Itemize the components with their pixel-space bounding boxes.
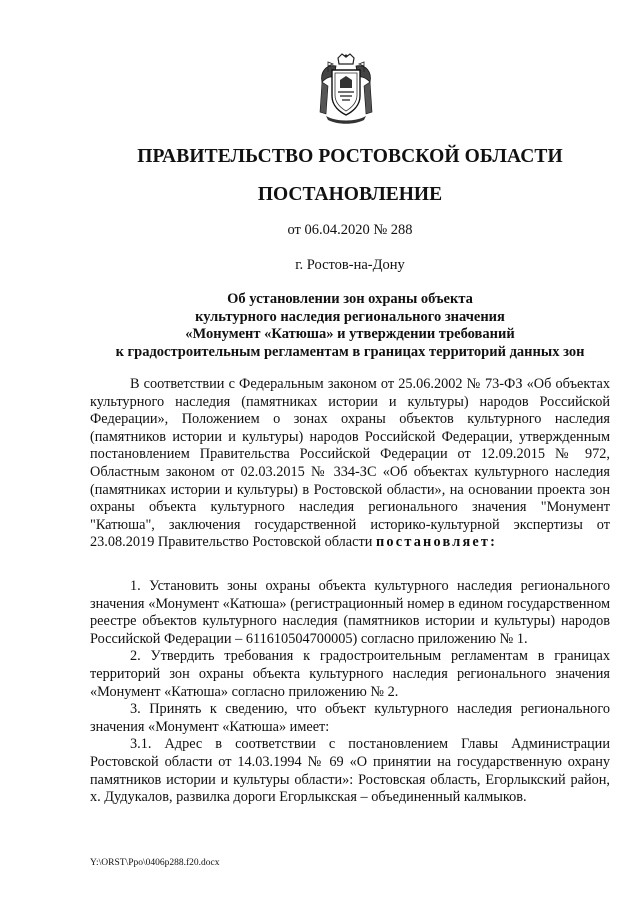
document-place: г. Ростов-на-Дону (295, 257, 405, 273)
preamble-text: В соответствии с Федеральным законом от 25.06.2002 № 73-ФЗ «Об объектах культурного наследия (памятниках истории и культуры) народов Российской Федерации», Положением о зонах охраны объектов культурного наследия (памятников истории и культуры) народов Российской Федерации, утвержденным постановлением Правительства Российской Федерации от 12.09.2015 № 972, Областным законом от 02.03.2015 № 334-ЗС «Об объектах культурного наследия (памятниках истории и культуры) в Ростовской области», на основании проекта зон охраны объекта культурного наследия регионального значения "Монумент "Катюша", заключения государственной историко-культурной экспертизы от 23.08.2019 Правительство Ростовской области (90, 376, 610, 551)
decree-item: 3.1. Адрес в соответствии с постановлением Главы Администрации Ростовской области от 14.03.1994 № 69 «О принятии на государственную охрану памятников истории и культуры области»: Ростовская область, Егорлыкский район, х. Дудукалов, развилка дороги Егорлыкская – объединенный калмыков. (90, 736, 610, 806)
decree-item: 1. Установить зоны охраны объекта культурного наследия регионального значения «Монумент «Катюша» (регистрационный номер в едином государственном реестре объектов культурного наследия (памятников истории и культуры) народов Российской Федерации – 611610504700005) согласно приложению № 1. (90, 578, 610, 647)
coat-of-arms-icon (316, 52, 376, 126)
footer-file-path: Y:\ORST\Ppo\0406p288.f20.docx (90, 858, 220, 868)
subject-line: «Монумент «Катюша» и утверждении требований (185, 326, 515, 342)
government-title: ПРАВИТЕЛЬСТВО РОСТОВСКОЙ ОБЛАСТИ (137, 146, 563, 167)
decree-items (90, 578, 610, 807)
decree-item: 3. Принять к сведению, что объект культурного наследия регионального значения «Монумент «Катюша» имеет: (90, 701, 610, 735)
subject-line: к градостроительным регламентам в границах территорий данных зон (115, 343, 585, 360)
preamble-paragraph (90, 376, 610, 552)
document-subject (90, 291, 610, 361)
decree-word: постановляет: (375, 534, 498, 551)
subject-line: культурного наследия регионального значения (195, 308, 505, 325)
document-date-number: от 06.04.2020 № 288 (287, 222, 413, 238)
document-type: ПОСТАНОВЛЕНИЕ (257, 184, 443, 205)
subject-line: Об установлении зон охраны объекта (227, 291, 473, 307)
decree-item: 2. Утвердить требования к градостроительным регламентам в границах территорий зон охраны объекта культурного наследия регионального значения «Монумент «Катюша» согласно приложению № 2. (90, 648, 610, 700)
